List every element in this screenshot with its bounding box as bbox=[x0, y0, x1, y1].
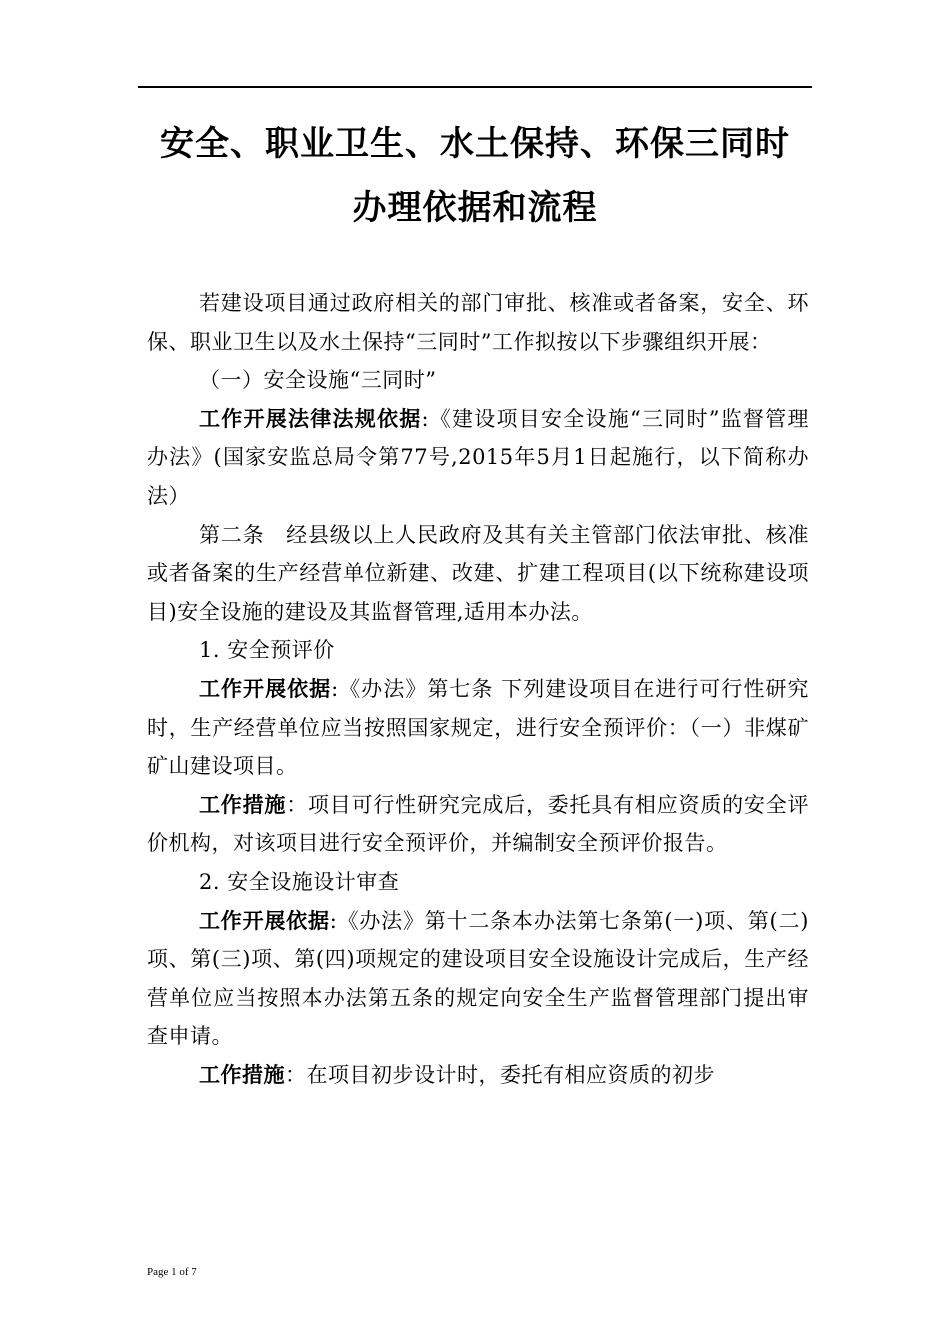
legal-basis-text: :《建设项目安全设施“三同时”监督管理办法》(国家安监总局令第77号,2015年5月1日起施行，以下简称办法） bbox=[147, 406, 809, 508]
document-title-line2: 办理依据和流程 bbox=[352, 188, 598, 228]
legal-basis-paragraph bbox=[147, 400, 809, 516]
page-number: Page 1 of 7 bbox=[147, 1266, 197, 1278]
s1-basis-text: :《办法》第七条 下列建设项目在进行可行性研究时，生产经营单位应当按照国家规定，进行安全预评价：（一）非煤矿矿山建设项目。 bbox=[147, 676, 810, 779]
s1-measure-paragraph bbox=[147, 786, 809, 863]
subsection-heading-2: 2. 安全设施设计审查 bbox=[199, 869, 400, 894]
s1-basis-paragraph bbox=[147, 670, 809, 786]
s2-basis-text: :《办法》第十二条本办法第七条第(一)项、第(二)项、第(三)项、第(四)项规定的建设项目安全设施设计完成后，生产经营单位应当按照本办法第五条的规定向安全生产监督管理部门提出审查申请。 bbox=[147, 908, 809, 1049]
s1-basis-label: 工作开展依据 bbox=[199, 675, 332, 701]
document-title-line1: 安全、职业卫生、水土保持、环保三同时 bbox=[160, 124, 790, 164]
s1-measure-label: 工作措施 bbox=[199, 791, 287, 817]
s2-measure-label: 工作措施 bbox=[199, 1061, 285, 1087]
s2-measure-text: ：在项目初步设计时，委托有相应资质的初步 bbox=[285, 1062, 715, 1087]
s2-basis-label: 工作开展依据 bbox=[199, 907, 330, 933]
s1-measure-text: ：项目可行性研究完成后，委托具有相应资质的安全评价机构，对该项目进行安全预评价，并编制安全预评价报告。 bbox=[147, 792, 810, 856]
document-body bbox=[147, 284, 809, 1094]
header-rule bbox=[138, 86, 812, 88]
s2-measure-paragraph bbox=[147, 1056, 809, 1095]
article-two-paragraph: 第二条 经县级以上人民政府及其有关主管部门依法审批、核准或者备案的生产经营单位新建、改建、扩建工程项目(以下统称建设项目)安全设施的建设及其监督管理,适用本办法。 bbox=[147, 522, 809, 624]
intro-paragraph: 若建设项目通过政府相关的部门审批、核准或者备案，安全、环保、职业卫生以及水土保持“三同时”工作拟按以下步骤组织开展： bbox=[147, 291, 809, 354]
s2-basis-paragraph bbox=[147, 902, 809, 1056]
legal-basis-label: 工作开展法律法规依据 bbox=[199, 405, 422, 431]
section-heading-safety: （一）安全设施“三同时” bbox=[199, 368, 437, 393]
subsection-heading-1: 1. 安全预评价 bbox=[199, 638, 335, 663]
